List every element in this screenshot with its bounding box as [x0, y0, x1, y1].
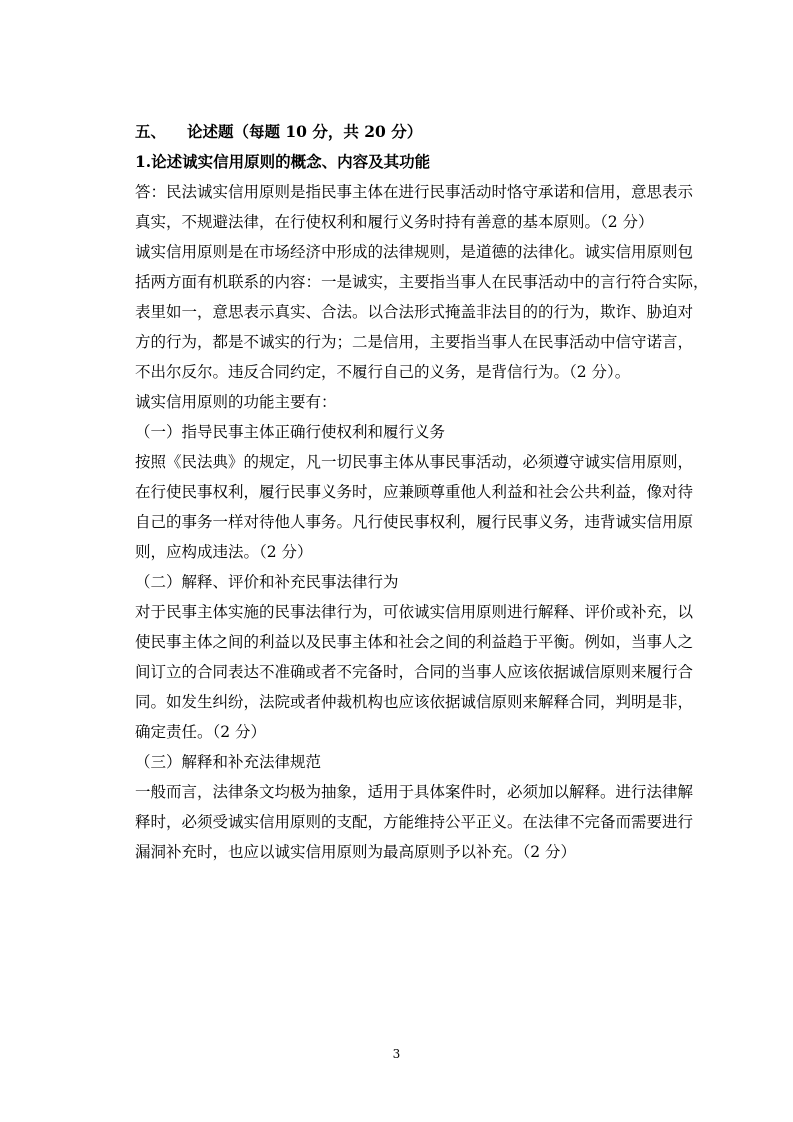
text-line: 诚实信用原则是在市场经济中形成的法律规则，是道德的法律化。诚实信用原则包 [135, 243, 694, 261]
text-line: 诚实信用原则的功能主要有： [135, 393, 337, 411]
text-line: 答：民法诚实信用原则是指民事主体在进行民事活动时恪守承诺和信用，意思表示 [135, 183, 694, 201]
text-line: 间订立的合同表达不准确或者不完备时，合同的当事人应该依据诚信原则来履行合 [135, 663, 694, 681]
section-heading [135, 117, 710, 147]
text-line: 按照《民法典》的规定，凡一切民事主体从事民事活动，必须遵守诚实信用原则， [135, 453, 694, 471]
text-line: 释时，必须受诚实信用原则的支配，方能维持公平正义。在法律不完备而需要进行 [135, 813, 694, 831]
page-number: 3 [392, 1047, 401, 1061]
text-line: 表里如一，意思表示真实、合法。以合法形式掩盖非法目的的行为，欺诈、胁迫对 [135, 303, 694, 321]
text-line: 则，应构成违法。（2 分） [135, 543, 313, 561]
text-line: 自己的事务一样对待他人事务。凡行使民事权利，履行民事义务，违背诚实信用原 [135, 513, 694, 531]
document-body [135, 117, 710, 867]
question-title: 1.论述诚实信用原则的概念、内容及其功能 [135, 152, 431, 171]
text-line: 确定责任。（2 分） [135, 723, 267, 741]
section-title: 论述题（每题 10 分，共 20 分） [187, 122, 423, 141]
text-line: 真实，不规避法律，在行使权利和履行义务时持有善意的基本原则。（2 分） [135, 213, 654, 231]
text-line: 同。如发生纠纷，法院或者仲裁机构也应该依据诚信原则来解释合同，判明是非， [135, 693, 694, 711]
text-line: 一般而言，法律条文均极为抽象，适用于具体案件时，必须加以解释。进行法律解 [135, 783, 694, 801]
text-line: 漏洞补充时，也应以诚实信用原则为最高原则予以补充。（2 分） [135, 843, 577, 861]
section-number: 五、 [135, 122, 167, 141]
text-line: 对于民事主体实施的民事法律行为，可依诚实信用原则进行解释、评价或补充，以 [135, 603, 694, 621]
subheading-one: （一）指导民事主体正确行使权利和履行义务 [135, 423, 446, 441]
text-line: 方的行为，都是不诚实的行为；二是信用，主要指当事人在民事活动中信守诺言， [135, 333, 694, 351]
text-line: 不出尔反尔。违反合同约定，不履行自己的义务，是背信行为。（2 分）。 [135, 363, 631, 381]
subheading-three: （三）解释和补充法律规范 [135, 753, 322, 771]
text-line: 括两方面有机联系的内容：一是诚实，主要指当事人在民事活动中的言行符合实际， [135, 273, 709, 291]
text-line: 使民事主体之间的利益以及民事主体和社会之间的利益趋于平衡。例如，当事人之 [135, 633, 694, 651]
text-line: 在行使民事权利，履行民事义务时，应兼顾尊重他人利益和社会公共利益，像对待 [135, 483, 694, 501]
subheading-two: （二）解释、评价和补充民事法律行为 [135, 573, 399, 591]
